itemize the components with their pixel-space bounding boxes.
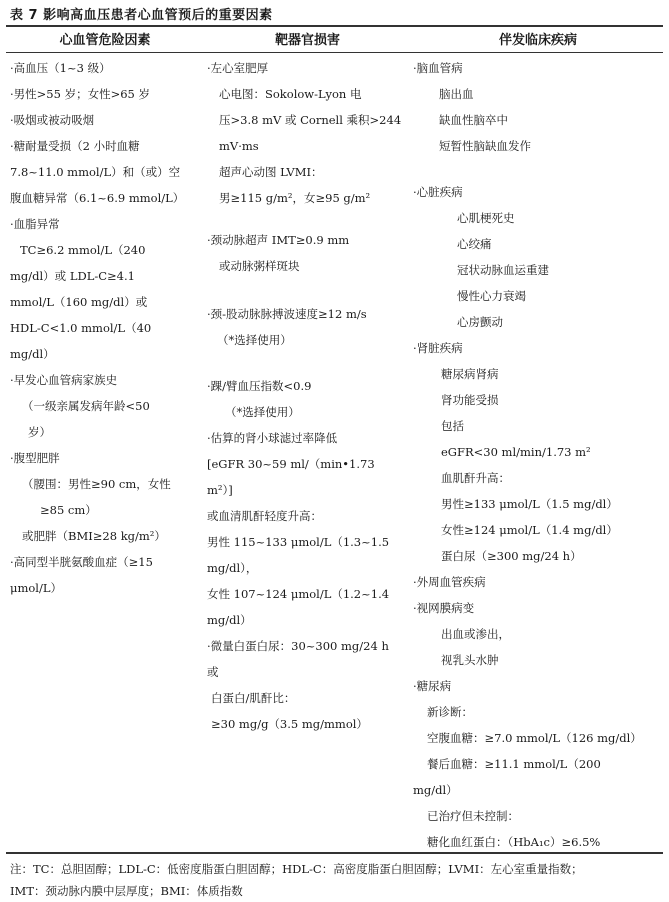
- col2-line: mV·ms: [219, 139, 259, 153]
- col1-line: ·吸烟或被动吸烟: [10, 113, 95, 127]
- col3-line: 糖尿病肾病: [441, 367, 499, 381]
- header-risk-factors: 心血管危险因素: [59, 33, 151, 48]
- col2-line: ≥30 mg/g（3.5 mg/mmol）: [211, 717, 368, 731]
- risk-factors-column: [10, 56, 202, 846]
- col3-line: eGFR<30 ml/min/1.73 m²: [441, 445, 591, 459]
- col3-line: ·视网膜病变: [413, 601, 475, 615]
- header-rule: [6, 52, 663, 53]
- col2-line: ·估算的肾小球滤过率降低: [207, 431, 338, 445]
- col1-line: 7.8~11.0 mmol/L）和（或）空: [10, 165, 181, 179]
- col3-line: ·心脏疾病: [413, 185, 463, 199]
- col2-line: ·踝/臂血压指数<0.9: [207, 379, 312, 393]
- col2-line: 男≥115 g/m²，女≥95 g/m²: [219, 191, 371, 205]
- col1-line: HDL-C<1.0 mmol/L（40: [10, 321, 152, 335]
- col1-line: mg/dl）或 LDL-C≥4.1: [10, 269, 135, 283]
- col3-line: 心绞痛: [457, 237, 492, 251]
- col3-line: 脑出血: [439, 87, 474, 101]
- col3-line: ·肾脏疾病: [413, 341, 463, 355]
- col1-line: （腰围：男性≥90 cm，女性: [22, 477, 171, 491]
- col2-line: 女性 107~124 μmol/L（1.2~1.4: [207, 587, 390, 601]
- col1-line: ·男性>55 岁；女性>65 岁: [10, 87, 151, 101]
- col3-line: 血肌酐升高：: [441, 471, 510, 485]
- col2-line: mg/dl），: [207, 561, 258, 575]
- col2-line: [eGFR 30~59 ml/（min•1.73: [207, 457, 375, 471]
- col1-line: 岁）: [28, 425, 51, 439]
- col3-line: 冠状动脉血运重建: [457, 263, 549, 277]
- col2-line: 心电图：Sokolow-Lyon 电: [219, 87, 362, 101]
- footnote-line: 注：TC：总胆固醇；LDL-C：低密度脂蛋白胆固醇；HDL-C：高密度脂蛋白胆固醇；LVMI：左心室重量指数；: [10, 862, 583, 876]
- col3-line: mg/dl）: [413, 783, 458, 797]
- col3-line: 短暂性脑缺血发作: [439, 139, 531, 153]
- col2-line: mg/dl）: [207, 613, 252, 627]
- col1-line: ·早发心血管病家族史: [10, 373, 118, 387]
- col3-line: ·脑血管病: [413, 61, 463, 75]
- col3-line: ·外周血管疾病: [413, 575, 486, 589]
- col2-line: （*选择使用）: [217, 333, 292, 347]
- col3-line: 肾功能受损: [441, 393, 499, 407]
- clinical-conditions-column: [413, 56, 663, 849]
- bottom-rule: [6, 852, 663, 854]
- col1-line: TC≥6.2 mmol/L（240: [20, 243, 146, 257]
- col2-line: 压>3.8 mV 或 Cornell 乘积>244: [219, 113, 402, 127]
- col3-line: 餐后血糖：≥11.1 mmol/L（200: [427, 757, 601, 771]
- col3-line: 缺血性脑卒中: [439, 113, 508, 127]
- col2-line: 或血清肌酐轻度升高：: [207, 509, 322, 523]
- col2-line: 或动脉粥样斑块: [219, 259, 300, 273]
- col3-line: 蛋白尿（≥300 mg/24 h）: [441, 549, 582, 563]
- col3-line: 心肌梗死史: [457, 211, 515, 225]
- top-rule: [6, 25, 663, 27]
- header-clinical-conditions: 伴发临床疾病: [498, 33, 577, 48]
- col1-line: （一级亲属发病年龄<50: [22, 399, 150, 413]
- col2-line: 白蛋白/肌酐比：: [211, 691, 296, 705]
- col2-line: 超声心动图 LVMI：: [219, 165, 323, 179]
- col3-line: 糖化血红蛋白：（HbA₁c）≥6.5%: [427, 835, 601, 849]
- col1-line: 腹血糖异常（6.1~6.9 mmol/L）: [10, 191, 185, 205]
- col3-line: 已治疗但未控制：: [427, 809, 519, 823]
- target-organ-damage-column: [207, 56, 411, 846]
- col1-line: ·高血压（1~3 级）: [10, 61, 111, 75]
- col3-line: 慢性心力衰竭: [457, 289, 526, 303]
- col2-line: ·微量白蛋白尿：30~300 mg/24 h: [207, 639, 389, 653]
- col2-line: ·颈-股动脉脉搏波速度≥12 m/s: [207, 307, 367, 321]
- col2-line: ·颈动脉超声 IMT≥0.9 mm: [207, 233, 350, 247]
- col2-line: （*选择使用）: [225, 405, 300, 419]
- col1-line: mg/dl）: [10, 347, 55, 361]
- col1-line: 或肥胖（BMI≥28 kg/m²）: [22, 529, 166, 543]
- col2-line: m²）]: [207, 483, 233, 497]
- col3-line: 女性≥124 μmol/L（1.4 mg/dl）: [441, 523, 618, 537]
- col3-line: 空腹血糖：≥7.0 mmol/L（126 mg/dl）: [427, 731, 642, 745]
- col3-line: 出血或渗出，: [441, 627, 510, 641]
- header-target-organ-damage: 靶器官损害: [274, 33, 340, 48]
- col1-line: μmol/L）: [10, 581, 62, 595]
- col3-line: 男性≥133 μmol/L（1.5 mg/dl）: [441, 497, 618, 511]
- col1-line: ≥85 cm）: [40, 503, 97, 517]
- col1-line: ·糖耐量受损（2 小时血糖: [10, 139, 140, 153]
- col3-line: 包括: [441, 419, 464, 433]
- col1-line: ·高同型半胱氨酸血症（≥15: [10, 555, 153, 569]
- col1-line: ·腹型肥胖: [10, 451, 60, 465]
- col2-line: 男性 115~133 μmol/L（1.3~1.5: [207, 535, 390, 549]
- col2-line: 或: [207, 665, 219, 679]
- footnote-line: IMT：颈动脉内膜中层厚度；BMI：体质指数: [10, 884, 243, 898]
- table-caption: 表 7 影响高血压患者心血管预后的重要因素: [10, 8, 273, 23]
- col3-line: 视乳头水肿: [441, 653, 499, 667]
- col3-line: 心房颤动: [457, 315, 503, 329]
- col1-line: mmol/L（160 mg/dl）或: [10, 295, 148, 309]
- col1-line: ·血脂异常: [10, 217, 60, 231]
- col3-line: 新诊断：: [427, 705, 473, 719]
- col2-line: ·左心室肥厚: [207, 61, 269, 75]
- col3-line: ·糖尿病: [413, 679, 452, 693]
